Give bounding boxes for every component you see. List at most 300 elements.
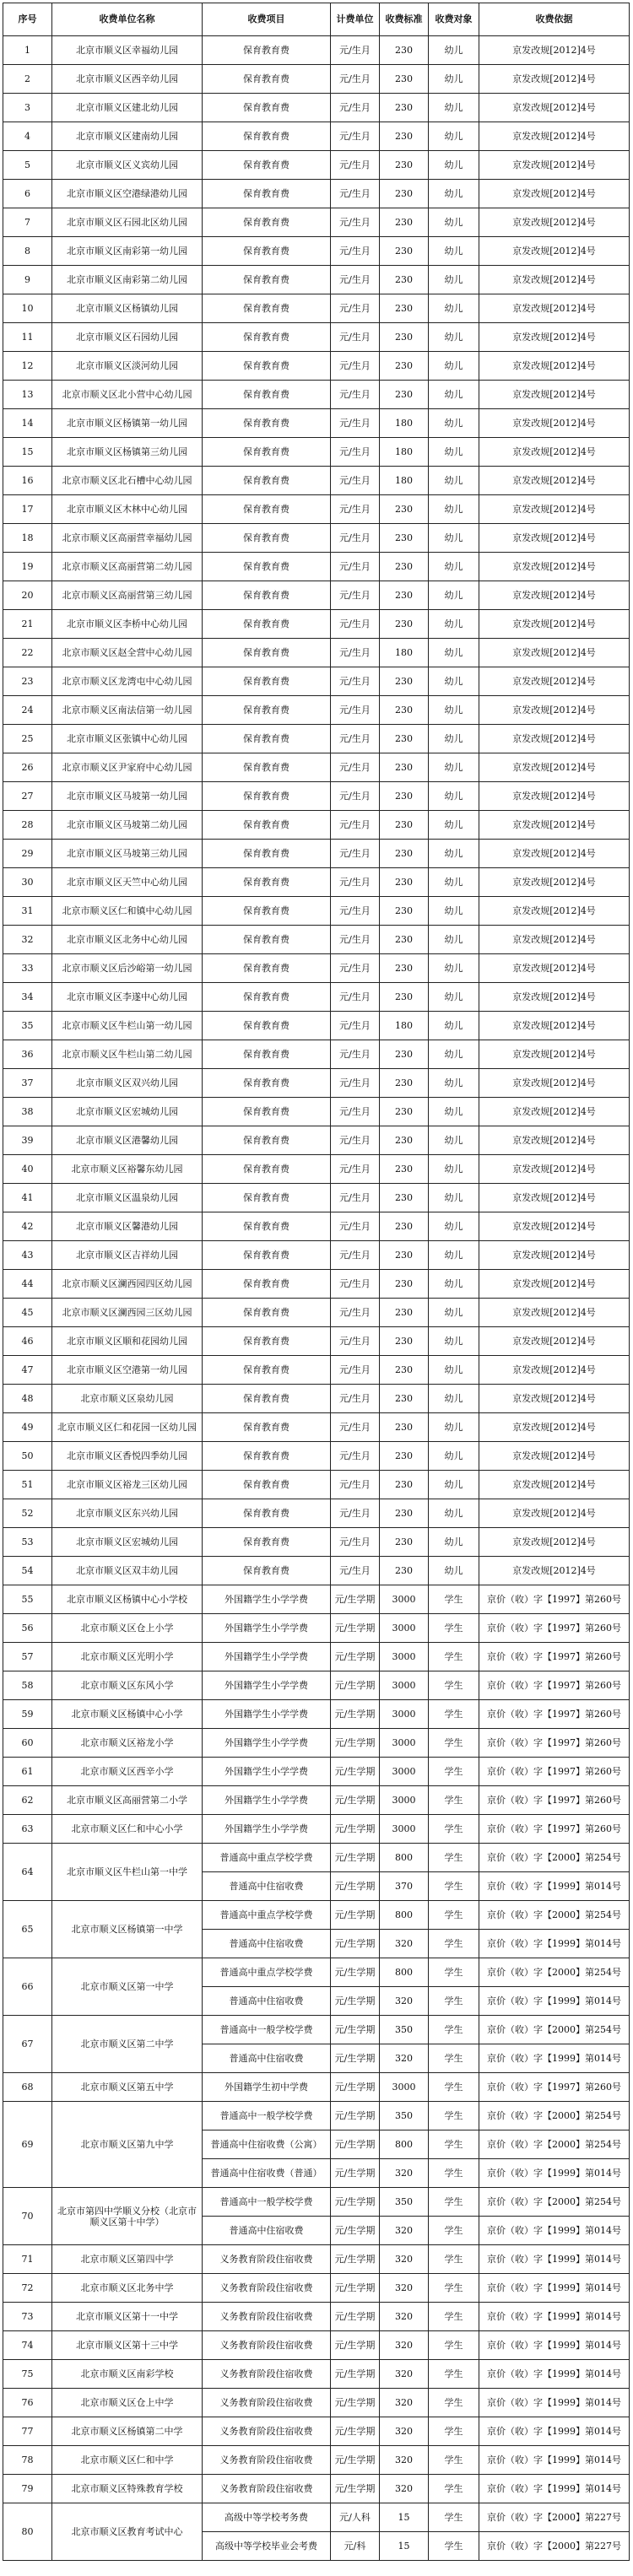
fee-basis: 京发改规[2012]4号 <box>479 782 630 811</box>
fee-standard: 320 <box>380 2475 429 2503</box>
billing-unit: 元/生学期 <box>331 2475 380 2503</box>
fee-basis: 京发改规[2012]4号 <box>479 1327 630 1356</box>
table-body <box>3 36 630 2561</box>
billing-unit: 元/生月 <box>331 94 380 122</box>
fee-standard: 230 <box>380 495 429 524</box>
table-row <box>3 1098 630 1126</box>
billing-unit: 元/生月 <box>331 151 380 180</box>
fee-target: 幼儿 <box>429 1270 479 1299</box>
fee-target: 幼儿 <box>429 1471 479 1499</box>
table-row <box>3 2503 630 2532</box>
fee-target: 学生 <box>429 1758 479 1786</box>
fee-target: 幼儿 <box>429 65 479 94</box>
fee-standard: 230 <box>380 868 429 897</box>
row-number: 51 <box>3 1471 52 1499</box>
fee-standard: 230 <box>380 237 429 266</box>
billing-unit: 元/生学期 <box>331 1614 380 1643</box>
billing-unit: 元/生月 <box>331 1327 380 1356</box>
fee-target: 幼儿 <box>429 753 479 782</box>
table-row <box>3 1901 630 1930</box>
unit-name: 北京市顺义区尹家府中心幼儿园 <box>52 753 203 782</box>
fee-basis: 京价（收）字【1999】第014号 <box>479 2044 630 2073</box>
table-row <box>3 1069 630 1098</box>
fee-item: 义务教育阶段住宿收费 <box>203 2417 331 2446</box>
fee-target: 幼儿 <box>429 1327 479 1356</box>
row-number: 38 <box>3 1098 52 1126</box>
table-row <box>3 65 630 94</box>
fee-standard: 230 <box>380 897 429 926</box>
table-row <box>3 1700 630 1729</box>
fee-basis: 京发改规[2012]4号 <box>479 954 630 983</box>
fee-item: 保育教育费 <box>203 1356 331 1385</box>
fee-basis: 京发改规[2012]4号 <box>479 553 630 581</box>
table-row <box>3 667 630 696</box>
fee-basis: 京发改规[2012]4号 <box>479 1413 630 1442</box>
header-no: 序号 <box>3 3 52 36</box>
fee-item: 义务教育阶段住宿收费 <box>203 2303 331 2331</box>
fee-standard: 180 <box>380 438 429 467</box>
unit-name: 北京市顺义区石园幼儿园 <box>52 323 203 352</box>
row-number: 74 <box>3 2331 52 2360</box>
table-row <box>3 237 630 266</box>
table-row <box>3 811 630 840</box>
fee-basis: 京发改规[2012]4号 <box>479 1270 630 1299</box>
fee-item: 保育教育费 <box>203 1155 331 1184</box>
unit-name: 北京市顺义区东风小学 <box>52 1671 203 1700</box>
fee-target: 幼儿 <box>429 495 479 524</box>
table-row <box>3 1815 630 1844</box>
unit-name: 北京市顺义区木林中心幼儿园 <box>52 495 203 524</box>
billing-unit: 元/生月 <box>331 323 380 352</box>
fee-target: 幼儿 <box>429 438 479 467</box>
row-number: 19 <box>3 553 52 581</box>
fee-basis: 京价（收）字【1999】第014号 <box>479 2475 630 2503</box>
fee-item: 保育教育费 <box>203 667 331 696</box>
fee-standard: 230 <box>380 266 429 294</box>
fee-standard: 320 <box>380 2331 429 2360</box>
fee-basis: 京价（收）字【1997】第260号 <box>479 1671 630 1700</box>
fee-target: 幼儿 <box>429 467 479 495</box>
fee-standard: 3000 <box>380 1786 429 1815</box>
fee-basis: 京发改规[2012]4号 <box>479 581 630 610</box>
unit-name: 北京市顺义区裕龙三区幼儿园 <box>52 1471 203 1499</box>
fee-item: 外国籍学生小学学费 <box>203 1729 331 1758</box>
billing-unit: 元/生月 <box>331 1098 380 1126</box>
table-row <box>3 1126 630 1155</box>
unit-name: 北京市顺义区马坡第一幼儿园 <box>52 782 203 811</box>
fee-target: 学生 <box>429 2130 479 2159</box>
table-row <box>3 266 630 294</box>
fee-item: 保育教育费 <box>203 381 331 409</box>
table-row <box>3 696 630 725</box>
table-row <box>3 1958 630 1987</box>
row-number: 7 <box>3 208 52 237</box>
unit-name: 北京市顺义区南彩学校 <box>52 2360 203 2389</box>
billing-unit: 元/生学期 <box>331 2446 380 2475</box>
fee-standard: 230 <box>380 1557 429 1585</box>
fee-target: 学生 <box>429 1786 479 1815</box>
row-number: 5 <box>3 151 52 180</box>
fee-target: 幼儿 <box>429 208 479 237</box>
table-row <box>3 1758 630 1786</box>
fee-target: 幼儿 <box>429 524 479 553</box>
fee-standard: 320 <box>380 1930 429 1958</box>
fee-standard: 230 <box>380 1385 429 1413</box>
table-row <box>3 1729 630 1758</box>
fee-standard: 230 <box>380 352 429 381</box>
table-row <box>3 1385 630 1413</box>
table-row <box>3 524 630 553</box>
billing-unit: 元/生学期 <box>331 2016 380 2044</box>
fee-standard: 320 <box>380 2159 429 2188</box>
row-number: 27 <box>3 782 52 811</box>
billing-unit: 元/生学期 <box>331 2130 380 2159</box>
fee-basis: 京发改规[2012]4号 <box>479 409 630 438</box>
billing-unit: 元/生学期 <box>331 2245 380 2274</box>
fee-basis: 京价（收）字【1997】第260号 <box>479 1643 630 1671</box>
row-number: 61 <box>3 1758 52 1786</box>
fee-basis: 京发改规[2012]4号 <box>479 495 630 524</box>
billing-unit: 元/生月 <box>331 639 380 667</box>
fee-standard: 230 <box>380 1184 429 1212</box>
fee-item: 保育教育费 <box>203 438 331 467</box>
fee-standard: 320 <box>380 2274 429 2303</box>
fee-table <box>3 3 630 2561</box>
fee-item: 外国籍学生小学学费 <box>203 1671 331 1700</box>
fee-basis: 京价（收）字【1999】第014号 <box>479 2446 630 2475</box>
fee-standard: 230 <box>380 1241 429 1270</box>
row-number: 4 <box>3 122 52 151</box>
unit-name: 北京市顺义区特殊教育学校 <box>52 2475 203 2503</box>
row-number: 29 <box>3 840 52 868</box>
row-number: 71 <box>3 2245 52 2274</box>
fee-standard: 230 <box>380 524 429 553</box>
table-row <box>3 36 630 65</box>
row-number: 32 <box>3 926 52 954</box>
fee-basis: 京价（收）字【1997】第260号 <box>479 1729 630 1758</box>
fee-standard: 800 <box>380 2130 429 2159</box>
fee-standard: 230 <box>380 954 429 983</box>
fee-target: 学生 <box>429 2446 479 2475</box>
fee-standard: 230 <box>380 983 429 1012</box>
unit-name: 北京市顺义区第五中学 <box>52 2073 203 2102</box>
billing-unit: 元/生学期 <box>331 1729 380 1758</box>
billing-unit: 元/生月 <box>331 696 380 725</box>
billing-unit: 元/生月 <box>331 352 380 381</box>
fee-target: 幼儿 <box>429 409 479 438</box>
fee-item: 外国籍学生小学学费 <box>203 1815 331 1844</box>
fee-basis: 京发改规[2012]4号 <box>479 753 630 782</box>
fee-item: 保育教育费 <box>203 1270 331 1299</box>
row-number: 1 <box>3 36 52 65</box>
fee-item: 义务教育阶段住宿收费 <box>203 2274 331 2303</box>
fee-item: 保育教育费 <box>203 208 331 237</box>
row-number: 13 <box>3 381 52 409</box>
fee-item: 保育教育费 <box>203 840 331 868</box>
table-row <box>3 926 630 954</box>
fee-basis: 京价（收）字【2000】第254号 <box>479 1844 630 1872</box>
fee-item: 保育教育费 <box>203 926 331 954</box>
row-number: 21 <box>3 610 52 639</box>
table-row <box>3 294 630 323</box>
fee-item: 义务教育阶段住宿收费 <box>203 2389 331 2417</box>
fee-item: 普通高中一般学校学费 <box>203 2188 331 2217</box>
fee-target: 幼儿 <box>429 667 479 696</box>
fee-standard: 230 <box>380 1442 429 1471</box>
billing-unit: 元/生月 <box>331 811 380 840</box>
unit-name: 北京市顺义区牛栏山第二幼儿园 <box>52 1040 203 1069</box>
fee-target: 学生 <box>429 2417 479 2446</box>
unit-name: 北京市顺义区仁和中学 <box>52 2446 203 2475</box>
table-row <box>3 2188 630 2217</box>
billing-unit: 元/生月 <box>331 1184 380 1212</box>
row-number: 69 <box>3 2102 52 2188</box>
billing-unit: 元/生月 <box>331 553 380 581</box>
fee-standard: 320 <box>380 2044 429 2073</box>
table-row <box>3 208 630 237</box>
header-name: 收费单位名称 <box>52 3 203 36</box>
fee-item: 普通高中住宿收费（公寓） <box>203 2130 331 2159</box>
fee-item: 普通高中住宿收费 <box>203 1930 331 1958</box>
billing-unit: 元/生月 <box>331 1385 380 1413</box>
fee-item: 保育教育费 <box>203 1471 331 1499</box>
unit-name: 北京市顺义区泉幼儿园 <box>52 1385 203 1413</box>
fee-item: 保育教育费 <box>203 294 331 323</box>
fee-standard: 320 <box>380 2417 429 2446</box>
row-number: 75 <box>3 2360 52 2389</box>
unit-name: 北京市顺义区北务中学 <box>52 2274 203 2303</box>
unit-name: 北京市顺义区高丽营幸福幼儿园 <box>52 524 203 553</box>
billing-unit: 元/生学期 <box>331 1786 380 1815</box>
row-number: 28 <box>3 811 52 840</box>
row-number: 26 <box>3 753 52 782</box>
fee-standard: 320 <box>380 1987 429 2016</box>
row-number: 68 <box>3 2073 52 2102</box>
row-number: 64 <box>3 1844 52 1901</box>
billing-unit: 元/生月 <box>331 1012 380 1040</box>
fee-target: 学生 <box>429 1958 479 1987</box>
fee-standard: 320 <box>380 2389 429 2417</box>
billing-unit: 元/生月 <box>331 610 380 639</box>
fee-basis: 京发改规[2012]4号 <box>479 1442 630 1471</box>
billing-unit: 元/生月 <box>331 1499 380 1528</box>
fee-standard: 230 <box>380 1040 429 1069</box>
table-row <box>3 323 630 352</box>
fee-standard: 230 <box>380 323 429 352</box>
fee-target: 学生 <box>429 1872 479 1901</box>
fee-target: 幼儿 <box>429 323 479 352</box>
fee-target: 学生 <box>429 1585 479 1614</box>
fee-target: 幼儿 <box>429 1184 479 1212</box>
fee-target: 幼儿 <box>429 639 479 667</box>
unit-name: 北京市顺义区北石槽中心幼儿园 <box>52 467 203 495</box>
row-number: 43 <box>3 1241 52 1270</box>
fee-basis: 京价（收）字【2000】第254号 <box>479 2130 630 2159</box>
unit-name: 北京市顺义区仁和镇中心幼儿园 <box>52 897 203 926</box>
fee-target: 幼儿 <box>429 868 479 897</box>
billing-unit: 元/生月 <box>331 954 380 983</box>
unit-name: 北京市顺义区后沙峪第一幼儿园 <box>52 954 203 983</box>
fee-basis: 京发改规[2012]4号 <box>479 1069 630 1098</box>
fee-standard: 230 <box>380 782 429 811</box>
row-number: 59 <box>3 1700 52 1729</box>
row-number: 55 <box>3 1585 52 1614</box>
table-row <box>3 2389 630 2417</box>
fee-target: 学生 <box>429 2073 479 2102</box>
table-row <box>3 2331 630 2360</box>
fee-basis: 京价（收）字【1999】第014号 <box>479 2331 630 2360</box>
fee-item: 保育教育费 <box>203 753 331 782</box>
fee-standard: 230 <box>380 1069 429 1098</box>
unit-name: 北京市顺义区第一中学 <box>52 1958 203 2016</box>
table-row <box>3 1643 630 1671</box>
unit-name: 北京市顺义区李桥中心幼儿园 <box>52 610 203 639</box>
row-number: 67 <box>3 2016 52 2073</box>
fee-basis: 京发改规[2012]4号 <box>479 1499 630 1528</box>
fee-target: 幼儿 <box>429 1098 479 1126</box>
billing-unit: 元/生月 <box>331 36 380 65</box>
fee-target: 幼儿 <box>429 1557 479 1585</box>
billing-unit: 元/生学期 <box>331 2389 380 2417</box>
row-number: 48 <box>3 1385 52 1413</box>
table-row <box>3 151 630 180</box>
fee-item: 普通高中住宿收费 <box>203 2044 331 2073</box>
billing-unit: 元/生月 <box>331 753 380 782</box>
fee-standard: 230 <box>380 840 429 868</box>
table-row <box>3 2303 630 2331</box>
fee-standard: 230 <box>380 610 429 639</box>
fee-target: 学生 <box>429 2389 479 2417</box>
fee-basis: 京价（收）字【1997】第260号 <box>479 1758 630 1786</box>
fee-basis: 京价（收）字【1999】第014号 <box>479 2217 630 2245</box>
table-row <box>3 94 630 122</box>
table-row <box>3 1557 630 1585</box>
fee-basis: 京价（收）字【1999】第014号 <box>479 1987 630 2016</box>
unit-name: 北京市顺义区澜西园三区幼儿园 <box>52 1299 203 1327</box>
fee-basis: 京发改规[2012]4号 <box>479 1241 630 1270</box>
billing-unit: 元/生学期 <box>331 1872 380 1901</box>
fee-item: 外国籍学生小学学费 <box>203 1585 331 1614</box>
unit-name: 北京市顺义区西辛幼儿园 <box>52 65 203 94</box>
row-number: 39 <box>3 1126 52 1155</box>
unit-name: 北京市顺义区双丰幼儿园 <box>52 1557 203 1585</box>
fee-item: 保育教育费 <box>203 897 331 926</box>
row-number: 56 <box>3 1614 52 1643</box>
billing-unit: 元/生学期 <box>331 2217 380 2245</box>
unit-name: 北京市第四中学顺义分校（北京市顺义区第十中学） <box>52 2188 203 2245</box>
fee-standard: 230 <box>380 180 429 208</box>
unit-name: 北京市顺义区光明小学 <box>52 1643 203 1671</box>
fee-item: 保育教育费 <box>203 1069 331 1098</box>
unit-name: 北京市顺义区赵全营中心幼儿园 <box>52 639 203 667</box>
row-number: 78 <box>3 2446 52 2475</box>
table-row <box>3 1184 630 1212</box>
fee-basis: 京发改规[2012]4号 <box>479 467 630 495</box>
fee-target: 学生 <box>429 1815 479 1844</box>
billing-unit: 元/生月 <box>331 1471 380 1499</box>
fee-standard: 230 <box>380 1212 429 1241</box>
billing-unit: 元/生学期 <box>331 2331 380 2360</box>
billing-unit: 元/生月 <box>331 266 380 294</box>
fee-target: 学生 <box>429 1844 479 1872</box>
fee-standard: 230 <box>380 381 429 409</box>
fee-target: 幼儿 <box>429 782 479 811</box>
billing-unit: 元/生月 <box>331 381 380 409</box>
fee-standard: 230 <box>380 65 429 94</box>
fee-standard: 230 <box>380 208 429 237</box>
unit-name: 北京市顺义区东兴幼儿园 <box>52 1499 203 1528</box>
fee-basis: 京发改规[2012]4号 <box>479 868 630 897</box>
fee-basis: 京发改规[2012]4号 <box>479 897 630 926</box>
row-number: 12 <box>3 352 52 381</box>
fee-item: 保育教育费 <box>203 1012 331 1040</box>
unit-name: 北京市顺义区西辛小学 <box>52 1758 203 1786</box>
unit-name: 北京市顺义区仓上小学 <box>52 1614 203 1643</box>
fee-basis: 京发改规[2012]4号 <box>479 667 630 696</box>
fee-basis: 京发改规[2012]4号 <box>479 65 630 94</box>
fee-item: 保育教育费 <box>203 610 331 639</box>
fee-target: 幼儿 <box>429 237 479 266</box>
billing-unit: 元/人科 <box>331 2503 380 2532</box>
fee-target: 幼儿 <box>429 983 479 1012</box>
fee-target: 幼儿 <box>429 381 479 409</box>
billing-unit: 元/生学期 <box>331 1901 380 1930</box>
fee-standard: 230 <box>380 1126 429 1155</box>
billing-unit: 元/生月 <box>331 122 380 151</box>
unit-name: 北京市顺义区幸福幼儿园 <box>52 36 203 65</box>
fee-basis: 京发改规[2012]4号 <box>479 208 630 237</box>
fee-basis: 京发改规[2012]4号 <box>479 36 630 65</box>
unit-name: 北京市顺义区温泉幼儿园 <box>52 1184 203 1212</box>
table-row <box>3 1155 630 1184</box>
fee-standard: 3000 <box>380 1671 429 1700</box>
row-number: 30 <box>3 868 52 897</box>
fee-item: 保育教育费 <box>203 1184 331 1212</box>
fee-target: 学生 <box>429 2217 479 2245</box>
unit-name: 北京市顺义区仁和中心小学 <box>52 1815 203 1844</box>
fee-item: 保育教育费 <box>203 1557 331 1585</box>
fee-item: 保育教育费 <box>203 983 331 1012</box>
fee-item: 保育教育费 <box>203 581 331 610</box>
billing-unit: 元/生学期 <box>331 1987 380 2016</box>
row-number: 73 <box>3 2303 52 2331</box>
fee-standard: 3000 <box>380 1585 429 1614</box>
fee-target: 幼儿 <box>429 1126 479 1155</box>
unit-name: 北京市顺义区南彩第一幼儿园 <box>52 237 203 266</box>
fee-standard: 370 <box>380 1872 429 1901</box>
fee-target: 学生 <box>429 2044 479 2073</box>
fee-standard: 230 <box>380 667 429 696</box>
fee-standard: 3000 <box>380 1700 429 1729</box>
unit-name: 北京市顺义区天竺中心幼儿园 <box>52 868 203 897</box>
fee-basis: 京发改规[2012]4号 <box>479 1557 630 1585</box>
fee-standard: 230 <box>380 36 429 65</box>
unit-name: 北京市顺义区空港绿港幼儿园 <box>52 180 203 208</box>
fee-basis: 京价（收）字【1999】第014号 <box>479 2303 630 2331</box>
table-row <box>3 1614 630 1643</box>
row-number: 3 <box>3 94 52 122</box>
billing-unit: 元/生学期 <box>331 1585 380 1614</box>
fee-target: 幼儿 <box>429 1528 479 1557</box>
row-number: 63 <box>3 1815 52 1844</box>
fee-target: 学生 <box>429 1901 479 1930</box>
fee-basis: 京发改规[2012]4号 <box>479 438 630 467</box>
row-number: 57 <box>3 1643 52 1671</box>
fee-item: 普通高中一般学校学费 <box>203 2016 331 2044</box>
table-row <box>3 2016 630 2044</box>
table-row <box>3 1299 630 1327</box>
fee-item: 保育教育费 <box>203 1241 331 1270</box>
